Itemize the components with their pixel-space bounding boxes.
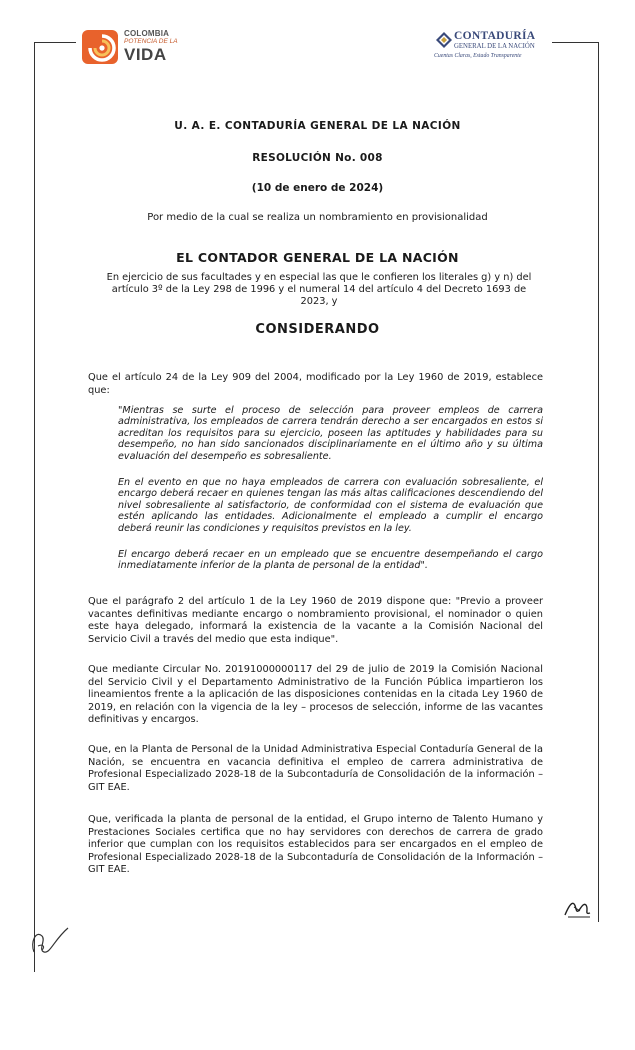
paragraph-verificacion: Que, verificada la planta de personal de la entidad, el Grupo interno de Talento Humano y Prestaciones Sociales certifica que no hay servidores con derechos de carrera de grado inferior que cumplan con los requisitos establecidos para ser encargados en el empleo de Profesional Especializado 2028-18 de la Subcontaduría de Consolidación de la Información – GIT EAE.: [88, 814, 543, 876]
resolution-subject: Por medio de la cual se realiza un nombramiento en provisionalidad: [147, 212, 488, 223]
quote-paragraph-2: En el evento en que no haya empleados de carrera con evaluación sobresaliente, el encargo deberá recaer en quienes tengan las más altas calificaciones descendiendo del nivel sobresaliente al satisfactorio, de conformidad con el sistema de evaluación que estén aplicando las entidades. Adicionalmente el empleado a cumplir el encargo deberá reunir las condiciones y requisitos previstos en la ley.: [118, 477, 543, 534]
logo-left-line1: COLOMBIA: [124, 29, 170, 38]
preamble-text: En ejercicio de sus facultades y en especial las que le confieren los literales g) y n) del artículo 3º de la Ley 298 de 1996 y el numeral 14 del artículo 4 del Decreto 1693 de 2023, y: [106, 272, 532, 307]
paragraph-planta-personal: Que, en la Planta de Personal de la Unidad Administrativa Especial Contaduría General de la Nación, se encuentra en vacancia definitiva el empleo de carrera administrativa de Profesional Especializado 2028-18 de la Subcontaduría de Consolidación de la información – GIT EAE.: [88, 744, 543, 793]
entity-heading: U. A. E. CONTADURÍA GENERAL DE LA NACIÓN: [174, 120, 461, 132]
logo-right-tagline: Cuentas Claras, Estado Transparente: [434, 53, 522, 59]
resolution-number: RESOLUCIÓN No. 008: [252, 152, 383, 164]
paragraph-circular: Que mediante Circular No. 20191000000117 del 29 de julio de 2019 la Comisión Nacional del Servicio Civil y el Departamento Administrativo de la Función Pública impartieron los lineamientos frente a la aplicación de las disposiciones contenidas en la citada Ley 1960 de 2019, en relación con la vigencia de la ley – procesos de selección, informe de las vacantes definitivas y encargos.: [88, 664, 543, 726]
quote-paragraph-1: "Mientras se surte el proceso de selección para proveer empleos de carrera administrativa, los empleados de carrera tendrán derecho a ser encargados en estos si acreditan los requisitos para su ejercicio, poseen las aptitudes y habilidades para su desempeño, no han sido sancionados disciplinariamente en el último año y su última evaluación del desempeño es sobresaliente.: [118, 405, 543, 462]
colombia-potencia-de-la-vida-logo: [82, 28, 182, 68]
contaduria-logo-mark-icon: [436, 32, 452, 48]
issuer-heading: EL CONTADOR GENERAL DE LA NACIÓN: [176, 250, 459, 265]
considerando-heading: CONSIDERANDO: [255, 322, 380, 337]
contaduria-general-logo: [434, 30, 554, 70]
paragraph-ley-1960: Que el parágrafo 2 del artículo 1 de la Ley 1960 de 2019 dispone que: "Previo a proveer vacantes definitivas mediante encargo o nombramiento provisional, el nominador o quien este haya delegado, informará la existencia de la vacante a la Comisión Nacional del Servicio Civil a través del medio que esta indique".: [88, 596, 543, 645]
quote-paragraph-3: El encargo deberá recaer en un empleado que se encuentre desempeñando el cargo inmediatamente inferior de la planta de personal de la entidad".: [118, 549, 543, 572]
colombia-logo-mark-icon: [82, 28, 120, 66]
logo-right-line2: GENERAL DE LA NACIÓN: [454, 43, 535, 50]
paragraph-ley-909: Que el artículo 24 de la Ley 909 del 2004, modificado por la Ley 1960 de 2019, establece que:: [88, 372, 543, 396]
logo-left-line3: VIDA: [124, 45, 167, 64]
signature-mark-icon: [28, 922, 72, 962]
frame-top-right-line: [552, 42, 599, 43]
initials-mark-icon: [562, 895, 594, 921]
frame-top-left-line: [34, 42, 76, 43]
logo-left-line2: POTENCIA DE LA: [124, 38, 178, 45]
logo-right-line1: CONTADURÍA: [454, 30, 536, 42]
resolution-date: (10 de enero de 2024): [251, 182, 384, 194]
frame-right-line: [598, 42, 599, 922]
